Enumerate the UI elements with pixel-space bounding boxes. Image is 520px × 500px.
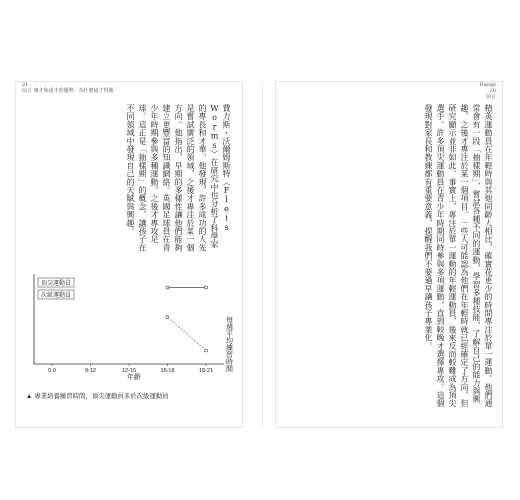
x-tick-label: 9-12 bbox=[84, 368, 97, 374]
x-tick-label: 0-9 bbox=[48, 368, 56, 374]
spine-divider bbox=[262, 82, 263, 427]
right-page-number: 20 bbox=[489, 88, 496, 94]
y-axis-label: 每週平均練習時間 bbox=[225, 316, 233, 372]
left-page-number: 21 bbox=[22, 82, 29, 88]
left-body-text: 費力斯・沃爾姆斯特（Fleis Worms）在研究中也分析了科學家的專長和才華。他發現，許多成功的人先是嘗試廣泛的領域，之後才專注於某一個方向。他指出，早期的多樣性讓他們能夠建立更豐富的知識網絡。英國足球員在青少年時期參與多種運動，之後才專攻足球。這正是「抽樣期」的概念，讓孩子在不同領域中發現自己的天賦與興趣。 bbox=[126, 104, 231, 252]
x-tick-label: 12-15 bbox=[121, 368, 137, 374]
figure-caption bbox=[26, 391, 236, 400]
series-point bbox=[205, 349, 208, 352]
figure-caption-text: 專業培養練習時間，頂尖運動員多於次級運動員 bbox=[34, 393, 169, 400]
chart-svg bbox=[24, 256, 238, 386]
right-chapter-title: 前言 bbox=[485, 94, 496, 100]
legend-label: 次級運動員 bbox=[40, 293, 72, 299]
right-page-header bbox=[480, 82, 496, 100]
x-axis-label: 年齡 bbox=[127, 374, 141, 381]
series-line-1 bbox=[168, 317, 207, 350]
practice-time-chart bbox=[24, 256, 238, 386]
series-point bbox=[205, 286, 208, 289]
series-point bbox=[166, 286, 169, 289]
right-running-title: Range bbox=[479, 82, 496, 88]
triangle-bullet-icon: ▲ bbox=[26, 393, 33, 400]
right-body-text: 精英運動員在年輕時與其他同齡人相比，確實花更少的時間專注於單一運動。他們通常會有一段「抽樣期」，嘗試各種不同的運動，學習多種技能，了解自己的能力與興趣，之後才專注於某一個項目。一些人可能認為他們在年輕時就已經確定了方向，但研究顯示並非如此。事實上，專注於單一運動的年輕運動員，後來反而較難成為頂尖選手。許多頂尖運動員在青少年時期同時參與多項運動，直到較晚才選擇專攻。這個發現對家長和教練都有重要意義，提醒我們不要過早讓孩子專業化。 bbox=[424, 104, 493, 408]
left-running-title: 專才和通才的優勢：為什麼通才得勝 bbox=[33, 88, 114, 94]
right-page bbox=[276, 82, 502, 427]
left-page bbox=[16, 82, 242, 427]
left-chapter-title: 前言 bbox=[22, 88, 33, 94]
x-tick-label: 18-21 bbox=[198, 368, 214, 374]
series-point bbox=[166, 316, 169, 319]
legend-label: 頂尖運動員 bbox=[40, 281, 72, 287]
x-tick-label: 15-18 bbox=[160, 368, 175, 374]
left-page-header bbox=[22, 82, 114, 94]
